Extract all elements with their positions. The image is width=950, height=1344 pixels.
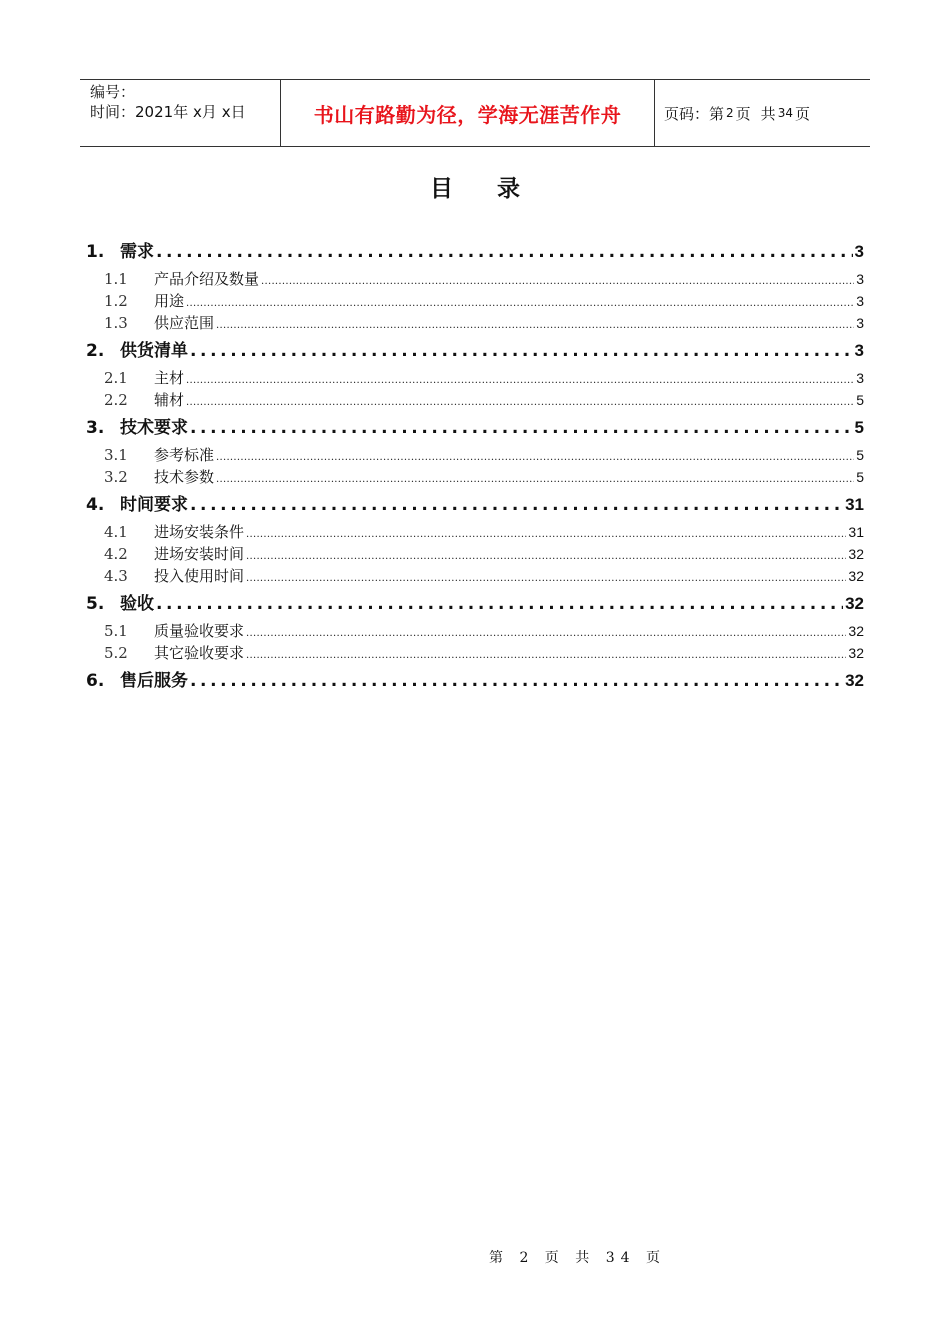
toc-chapter-entry[interactable] [86, 589, 864, 620]
date-day-unit: 日 [230, 103, 246, 121]
toc-leader-dots [156, 242, 853, 262]
header-motto: 书山有路勤为径，学海无涯苦作舟 [313, 102, 622, 127]
toc-entry-label: 产品介绍及数量 [154, 270, 260, 288]
toc-leader-dots [190, 495, 843, 515]
date-label: 时间： [90, 103, 136, 121]
page-label: 页码：第 [664, 104, 725, 123]
toc-chapter-entry[interactable] [86, 490, 864, 521]
toc-entry-number: 5.2 [104, 644, 128, 662]
toc-entry-page: 3 [856, 293, 864, 309]
toc-entry-page: 3 [854, 341, 864, 360]
toc-entry-number: 1.1 [104, 270, 128, 288]
header-page-cell [655, 80, 870, 146]
toc-section-entry[interactable] [86, 466, 864, 488]
toc-section-entry[interactable] [86, 565, 864, 587]
toc-section-entry[interactable] [86, 312, 864, 334]
page-total-unit: 页 [794, 104, 810, 123]
page-unit: 页 [735, 104, 751, 123]
toc-chapter-entry[interactable] [86, 413, 864, 444]
toc-entry-label: 进场安装时间 [154, 545, 245, 563]
toc-entry-number: 4.2 [104, 545, 128, 563]
toc-entry-number: 2.2 [104, 391, 128, 409]
toc-chapter-entry[interactable] [86, 336, 864, 367]
date-day: x [221, 103, 231, 121]
toc-entry-label: 进场安装条件 [154, 523, 245, 541]
toc-section-entry[interactable] [86, 543, 864, 565]
toc-entry-label: 质量验收要求 [154, 622, 245, 640]
toc-entry-label: 辅材 [154, 391, 185, 409]
toc-entry-number: 5.1 [104, 622, 128, 640]
toc-entry-number: 3. [86, 418, 105, 438]
toc-entry-number: 6. [86, 671, 105, 691]
toc-entry-page: 32 [848, 623, 864, 639]
toc-entry-page: 32 [848, 568, 864, 584]
toc-leader-dots [246, 551, 846, 562]
toc-section-entry[interactable] [86, 389, 864, 411]
toc-entry-label: 主材 [154, 369, 185, 387]
toc-entry-label: 供应范围 [154, 314, 215, 332]
date-year: 2021 [135, 103, 174, 121]
toc-entry-page: 32 [848, 645, 864, 661]
table-of-contents [86, 235, 864, 697]
toc-chapter-entry[interactable] [86, 237, 864, 268]
toc-leader-dots [216, 474, 854, 485]
toc-leader-dots [186, 298, 854, 309]
page-footer: 第 2 页 共 34 页 [489, 1250, 666, 1266]
toc-title: 目录 [430, 176, 564, 202]
toc-section-entry[interactable] [86, 367, 864, 389]
toc-entry-number: 3.1 [104, 446, 128, 464]
header-motto-cell [281, 80, 655, 146]
page-total: 34 [777, 106, 793, 120]
toc-entry-page: 3 [856, 370, 864, 386]
toc-entry-page: 32 [845, 671, 864, 690]
toc-entry-label: 供货清单 [120, 341, 188, 361]
date-month: x [193, 103, 202, 121]
date-year-unit: 年 [173, 103, 189, 121]
toc-leader-dots [190, 341, 853, 361]
number-label: 编号： [90, 83, 136, 101]
toc-entry-page: 32 [845, 594, 864, 613]
toc-section-entry[interactable] [86, 290, 864, 312]
date-month-unit: 月 [201, 103, 217, 121]
toc-section-entry[interactable] [86, 642, 864, 664]
toc-entry-label: 参考标准 [154, 446, 215, 464]
toc-entry-label: 售后服务 [120, 671, 188, 691]
page-current: 2 [726, 106, 734, 120]
toc-leader-dots [246, 650, 846, 661]
toc-entry-number: 4.3 [104, 567, 128, 585]
toc-entry-number: 3.2 [104, 468, 128, 486]
document-number [90, 82, 280, 102]
toc-chapter-entry[interactable] [86, 666, 864, 697]
toc-leader-dots [261, 276, 854, 287]
toc-leader-dots [246, 628, 846, 639]
toc-leader-dots [190, 418, 853, 438]
toc-entry-number: 4.1 [104, 523, 128, 541]
toc-entry-label: 需求 [120, 242, 154, 262]
header-meta-cell [80, 80, 281, 146]
toc-section-entry[interactable] [86, 268, 864, 290]
toc-entry-number: 4. [86, 495, 105, 515]
toc-leader-dots [186, 375, 854, 386]
toc-entry-page: 5 [856, 392, 864, 408]
toc-entry-page: 5 [854, 418, 864, 437]
toc-entry-label: 投入使用时间 [154, 567, 245, 585]
toc-entry-number: 1.3 [104, 314, 128, 332]
toc-entry-number: 2. [86, 341, 105, 361]
toc-section-entry[interactable] [86, 444, 864, 466]
page-total-label: 共 [760, 104, 776, 123]
toc-leader-dots [190, 671, 843, 691]
toc-entry-label: 时间要求 [120, 495, 188, 515]
toc-entry-page: 3 [854, 242, 864, 261]
toc-entry-page: 3 [856, 315, 864, 331]
toc-section-entry[interactable] [86, 521, 864, 543]
toc-entry-page: 5 [856, 447, 864, 463]
toc-entry-label: 验收 [120, 594, 154, 614]
toc-entry-page: 3 [856, 271, 864, 287]
page-header [80, 79, 870, 147]
toc-entry-label: 技术参数 [154, 468, 215, 486]
toc-leader-dots [216, 320, 854, 331]
toc-section-entry[interactable] [86, 620, 864, 642]
toc-entry-page: 32 [848, 546, 864, 562]
document-date [90, 102, 280, 122]
toc-entry-label: 其它验收要求 [154, 644, 245, 662]
toc-entry-page: 31 [845, 495, 864, 514]
toc-leader-dots [246, 529, 846, 540]
toc-leader-dots [156, 594, 843, 614]
toc-entry-label: 技术要求 [120, 418, 188, 438]
toc-entry-number: 2.1 [104, 369, 128, 387]
toc-entry-number: 1.2 [104, 292, 128, 310]
toc-entry-number: 5. [86, 594, 105, 614]
toc-entry-number: 1. [86, 242, 105, 262]
toc-leader-dots [246, 573, 846, 584]
toc-leader-dots [186, 397, 854, 408]
toc-entry-label: 用途 [154, 292, 185, 310]
toc-entry-page: 5 [856, 469, 864, 485]
toc-entry-page: 31 [848, 524, 864, 540]
toc-leader-dots [216, 452, 854, 463]
